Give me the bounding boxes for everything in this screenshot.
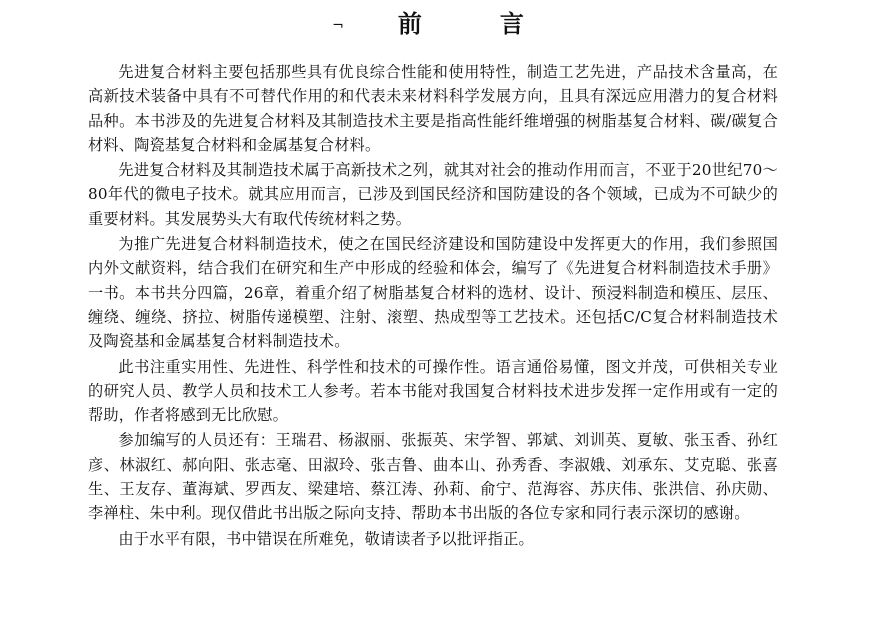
paragraph-3: 为推广先进复合材料制造技术，使之在国民经济建设和国防建设中发挥更大的作用，我们参照国内外文献资料，结合我们在研究和生产中形成的经验和体会，编写了《先进复合材料制造技术手册》一书。本书共分四篇，26章，着重介绍了树脂基复合材料的选材、设计、预浸料制造和模压、层压、缠绕、缠绕、挤拉、树脂传递模塑、注射、滚塑、热成型等工艺技术。还包括C/C复合材料制造技术及陶瓷基和金属基复合材料制造技术。 xyxy=(88,235,778,351)
paragraph-4: 此书注重实用性、先进性、科学性和技术的可操作性。语言通俗易懂，图文并茂，可供相关专业的研究人员、教学人员和技术工人参考。若本书能对我国复合材料技术进步发挥一定作用或有一定的帮助，作者将感到无比欣慰。 xyxy=(88,357,778,425)
heading-mark: ¬ xyxy=(332,17,346,34)
page-title xyxy=(0,4,896,39)
paragraph-1: 先进复合材料主要包括那些具有优良综合性能和使用特性，制造工艺先进，产品技术含量高，在高新技术装备中具有不可替代作用的和代表未来材料科学发展方向，且具有深远应用潜力的复合材料品种。本书涉及的先进复合材料及其制造技术主要是指高性能纤维增强的树脂基复合材料、碳/碳复合材料、陶瓷基复合材料和金属基复合材料。 xyxy=(88,63,778,154)
title-char-2: 言 xyxy=(499,9,526,38)
paragraph-2: 先进复合材料及其制造技术属于高新技术之列，就其对社会的推动作用而言，不亚于20世纪70～80年代的微电子技术。就其应用而言，已涉及到国民经济和国防建设的各个领域，已成为不可缺少的重要材料。其发展势头大有取代传统材料之势。 xyxy=(88,161,778,228)
paragraph-5: 参加编写的人员还有：王瑞君、杨淑丽、张振英、宋学智、郭斌、刘训英、夏敏、张玉香、孙红彦、林淑红、郝向阳、张志毫、田淑玲、张吉鲁、曲本山、孙秀香、李淑娥、刘承东、艾克聪、张喜生、王友存、董海斌、罗西友、梁建培、蔡江涛、孙莉、俞宁、范海容、苏庆伟、张洪信、孙庆勋、李禅柱、朱中利。现仅借此书出版之际向支持、帮助本书出版的各位专家和同行表示深切的感谢。 xyxy=(88,431,778,523)
preface-body xyxy=(88,60,778,551)
title-char-1: 前 xyxy=(397,9,424,38)
paragraph-6: 由于水平有限，书中错误在所难免，敬请读者予以批评指正。 xyxy=(118,529,534,548)
